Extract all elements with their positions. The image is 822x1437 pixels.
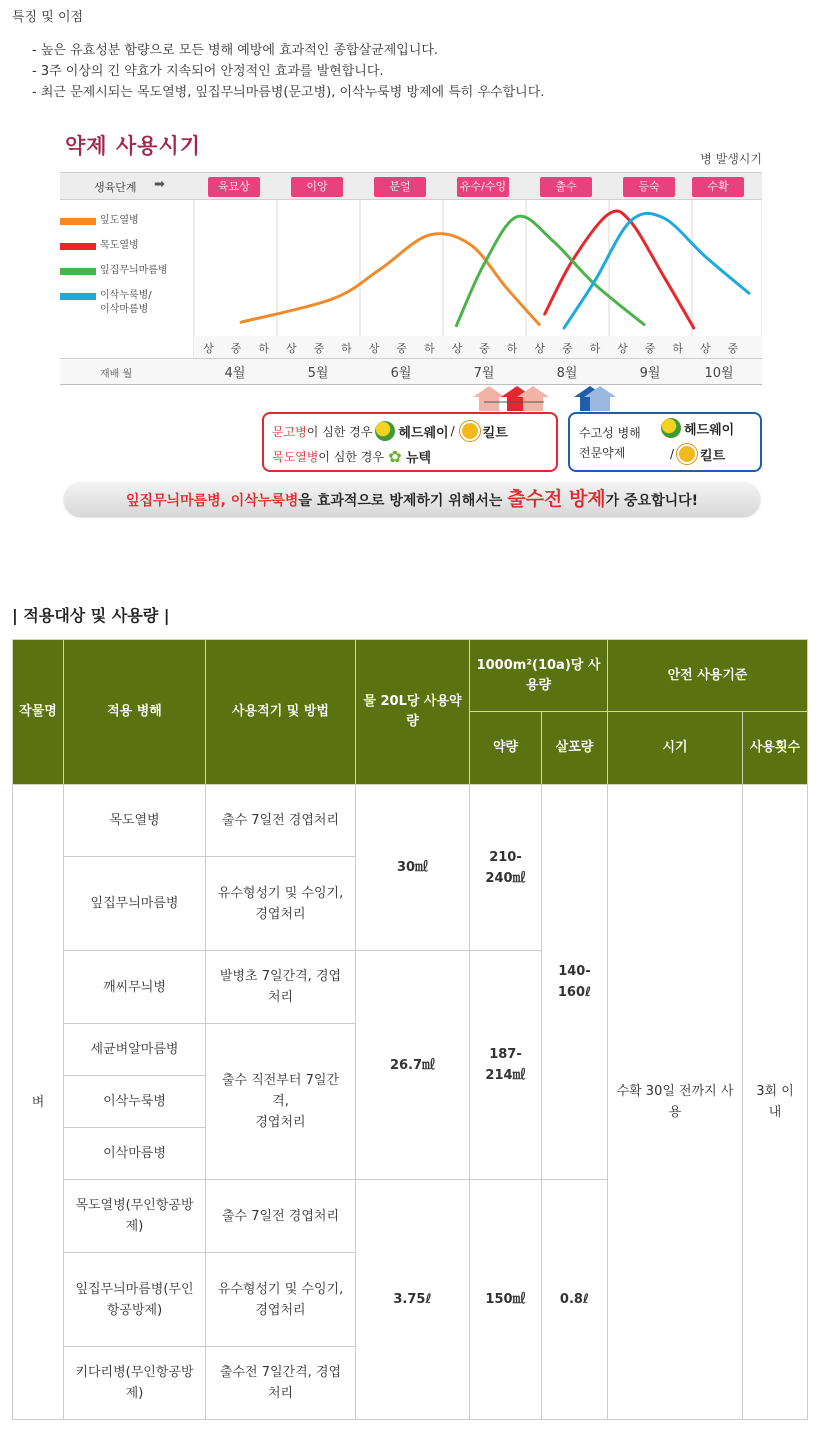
period-label: 상 (285, 342, 297, 355)
month-row-label: 재배 월 (100, 369, 133, 380)
period-label: 하 (506, 342, 518, 355)
period-label: 중 (230, 342, 242, 355)
box-line (272, 421, 508, 441)
box-line (579, 424, 641, 441)
slash-text: / (450, 424, 455, 438)
timing-cell: 유수형성기 및 수잉기, 경엽처리 (206, 1253, 356, 1347)
header-chemical: 약량 (470, 712, 542, 785)
disease-cell: 목도열병 (64, 785, 206, 857)
disease-cell: 목도열병(무인항공방제) (64, 1180, 206, 1253)
timing-cell: 출수 7일전 경엽처리 (206, 785, 356, 857)
headway-logo-icon (375, 421, 395, 441)
period-label: 하 (423, 342, 435, 355)
banner-text: 가 중요합니다! (605, 493, 699, 509)
stage-row-label: 생육단계 (94, 181, 137, 194)
stage-badge: 이앙 (291, 177, 343, 197)
chemical-cell: 150㎖ (470, 1180, 542, 1420)
banner-text: 을 효과적으로 방제하기 위해서는 (298, 493, 508, 509)
features-bullet: - 3주 이상의 긴 약효가 지속되어 안정적인 효과를 발현합니다. (32, 64, 384, 79)
features-list (32, 40, 544, 103)
header-timing: 사용적기 및 방법 (206, 640, 356, 785)
banner-highlight: 잎집무늬마름병, 이삭누룩병 (125, 493, 299, 509)
severe-case-box (262, 412, 558, 472)
stage-badge: 출수 (540, 177, 592, 197)
stage-badge: 수확 (692, 177, 744, 197)
period-label: 상 (534, 342, 546, 355)
timing-cell: 출수전 7일간격, 경엽처리 (206, 1347, 356, 1420)
crop-cell: 벼 (13, 785, 64, 1420)
disease-cell: 이삭누룩병 (64, 1076, 206, 1128)
features-title: 특징 및 이점 (12, 10, 84, 25)
header-disease: 적용 병해 (64, 640, 206, 785)
specialist-box (568, 412, 762, 472)
safety-count-cell: 3회 이내 (743, 785, 808, 1420)
disease-cell: 잎집무늬마름병 (64, 857, 206, 951)
period-label: 중 (561, 342, 573, 355)
disease-cell: 깨씨무늬병 (64, 951, 206, 1024)
legend-label: 잎집무늬마름병 (100, 265, 168, 276)
disease-name: 문고병 (272, 424, 307, 439)
month-label: 9월 (639, 366, 661, 381)
header-spray: 살포량 (542, 712, 608, 785)
period-label: 중 (396, 342, 408, 355)
disease-cell: 이삭마름병 (64, 1128, 206, 1180)
banner-emphasis: 출수전 방제 (507, 488, 606, 510)
disease-name: 목도열병 (272, 450, 319, 464)
arrow-up-icon (473, 386, 505, 411)
header-safety: 안전 사용기준 (608, 640, 808, 712)
timing-cell: 출수 7일전 경엽처리 (206, 1180, 356, 1253)
spray-cell: 0.8ℓ (542, 1180, 608, 1420)
month-label: 10월 (704, 366, 734, 381)
arrow-right-icon: ➡ (154, 177, 165, 192)
product-name: 헤드웨이 (684, 422, 735, 438)
box-line (670, 444, 725, 464)
legend-label: 이삭누룩병/ 이삭마름병 (100, 290, 152, 315)
product-name: 뉴텍 (405, 451, 432, 466)
kilt-logo-icon (677, 444, 697, 464)
usage-timing-figure (60, 128, 762, 520)
sprout-logo-icon: ✿ (388, 446, 402, 466)
month-label: 6월 (390, 366, 412, 381)
product-name: 헤드웨이 (398, 425, 449, 441)
box-text: 전문약제 (579, 446, 626, 460)
period-label: 하 (258, 342, 270, 355)
month-row (60, 358, 762, 385)
disease-cell: 키다리병(무인항공방제) (64, 1347, 206, 1420)
period-label: 중 (479, 342, 490, 355)
header-safety-time: 시기 (608, 712, 743, 785)
period-label: 상 (368, 342, 380, 355)
box-text: 이 심한 경우 (306, 424, 373, 439)
timing-cell: 출수 직전부터 7일간격, 경엽처리 (206, 1024, 356, 1180)
legend-label: 목도열병 (100, 240, 139, 251)
application-table (12, 639, 808, 1420)
header-per-area: 1000m²(10a)당 사용량 (470, 640, 608, 712)
figure-title: 약제 사용시기 (65, 134, 202, 158)
disease-curve-chart (60, 200, 762, 358)
period-label: 상 (617, 342, 628, 355)
period-label: 하 (589, 342, 601, 355)
period-label: 상 (203, 342, 214, 355)
header-safety-count: 사용횟수 (743, 712, 808, 785)
period-label: 중 (644, 342, 656, 355)
application-arrows (60, 384, 762, 414)
dilution-cell: 3.75ℓ (356, 1180, 470, 1420)
features-bullet: - 최근 문제시되는 목도열병, 잎집무늬마름병(문고병), 이삭누룩병 방제에 특히 우수합니다. (32, 85, 545, 100)
spray-cell: 140-160ℓ (542, 785, 608, 1180)
period-label: 하 (672, 342, 684, 355)
month-label: 4월 (224, 366, 246, 381)
kilt-logo-icon (460, 421, 480, 441)
legend-label: 잎도열병 (100, 215, 139, 226)
box-line (579, 444, 625, 461)
timing-cell: 발병초 7일간격, 경엽처리 (206, 951, 356, 1024)
key-message-banner (64, 482, 760, 516)
box-line (658, 418, 734, 438)
month-label: 7월 (473, 366, 495, 381)
period-label: 상 (451, 342, 463, 355)
box-text: 이 심한 경우 (318, 450, 384, 464)
header-crop: 작물명 (13, 640, 64, 785)
chemical-cell: 210-240㎖ (470, 785, 542, 951)
dilution-cell: 26.7㎖ (356, 951, 470, 1180)
series-line (545, 211, 694, 328)
period-label: 중 (313, 342, 325, 355)
headway-logo-icon (661, 418, 681, 438)
application-table-title: | 적용대상 및 사용량 | (12, 606, 170, 625)
dilution-cell: 30㎖ (356, 785, 470, 951)
figure-subtitle: 병 발생시기 (700, 152, 762, 166)
period-label: 상 (699, 342, 711, 355)
period-label: 중 (727, 342, 739, 355)
box-line (272, 447, 431, 466)
features-bullet: - 높은 유효성분 함량으로 모든 병해 예방에 효과적인 종합살균제입니다. (32, 43, 439, 58)
stage-badge: 등숙 (623, 177, 675, 197)
safety-time-cell: 수확 30일 전까지 사용 (608, 785, 743, 1420)
product-name: 킬트 (700, 448, 726, 464)
box-text: 수고성 병해 (579, 426, 641, 440)
header-dilution: 물 20L당 사용약량 (356, 640, 470, 785)
chemical-cell: 187-214㎖ (470, 951, 542, 1180)
growth-stage-row (60, 172, 762, 200)
period-label: 하 (341, 342, 352, 355)
disease-cell: 세균벼알마름병 (64, 1024, 206, 1076)
series-line (456, 216, 644, 326)
stage-badge: 분얼 (374, 177, 426, 197)
month-label: 8월 (556, 366, 578, 381)
stage-badge: 육묘상 (208, 177, 260, 197)
slash-text: / (670, 447, 675, 461)
disease-cell: 잎집무늬마름병(무인항공방제) (64, 1253, 206, 1347)
timing-cell: 유수형성기 및 수잉기, 경엽처리 (206, 857, 356, 951)
product-name: 킬트 (482, 425, 508, 441)
month-label: 5월 (307, 366, 329, 381)
stage-badge: 유수/수잉 (457, 177, 509, 197)
